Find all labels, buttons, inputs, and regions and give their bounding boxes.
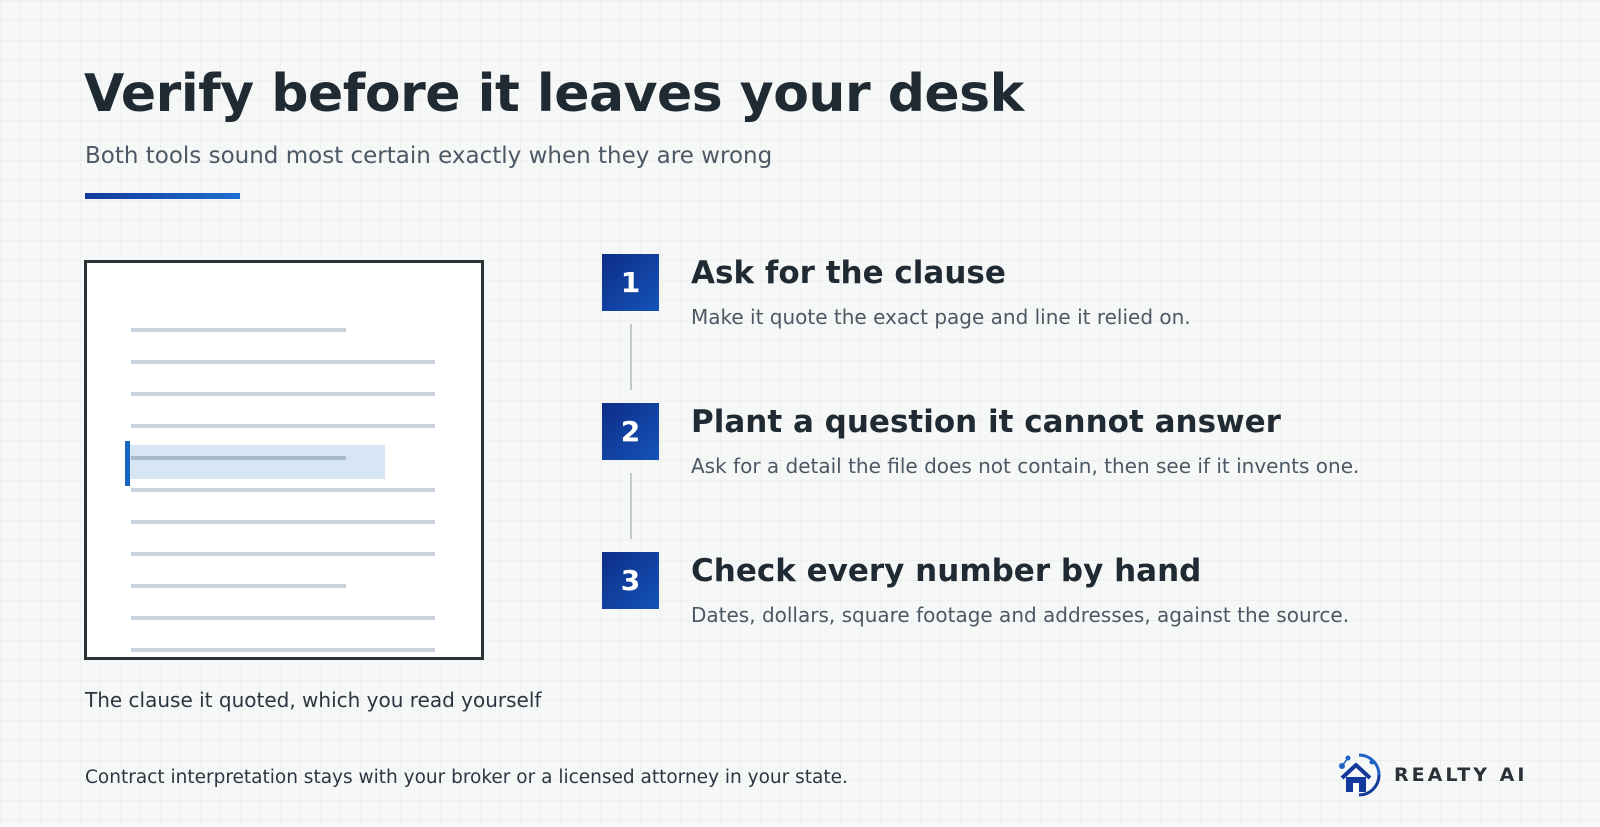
step-1-description: Make it quote the exact page and line it relied on. [691,305,1191,329]
document-lines-icon [87,263,481,657]
step-connector [630,473,632,539]
step-2-badge: 2 [602,403,659,460]
step-connector [630,324,632,390]
highlighted-clause [129,445,385,479]
document-illustration [84,260,484,660]
step-3-title: Check every number by hand [691,553,1202,589]
figure-caption: The clause it quoted, which you read yourself [85,688,542,712]
brand-name: REALTY AI [1394,764,1528,786]
step-2-description: Ask for a detail the file does not contain, then see if it invents one. [691,454,1360,478]
clause-marker [125,441,130,486]
step-1-title: Ask for the clause [691,255,1006,291]
step-3-badge: 3 [602,552,659,609]
legal-disclaimer: Contract interpretation stays with your broker or a licensed attorney in your state. [85,767,848,788]
brand-logo [1336,752,1527,798]
step-1-badge: 1 [602,254,659,311]
title-accent-rule [85,193,240,199]
step-2-title: Plant a question it cannot answer [691,404,1281,440]
page-subtitle: Both tools sound most certain exactly when they are wrong [85,143,773,169]
page-title: Verify before it leaves your desk [84,64,1024,124]
step-3-description: Dates, dollars, square footage and addresses, against the source. [691,603,1350,627]
house-network-logo-icon [1336,752,1382,798]
